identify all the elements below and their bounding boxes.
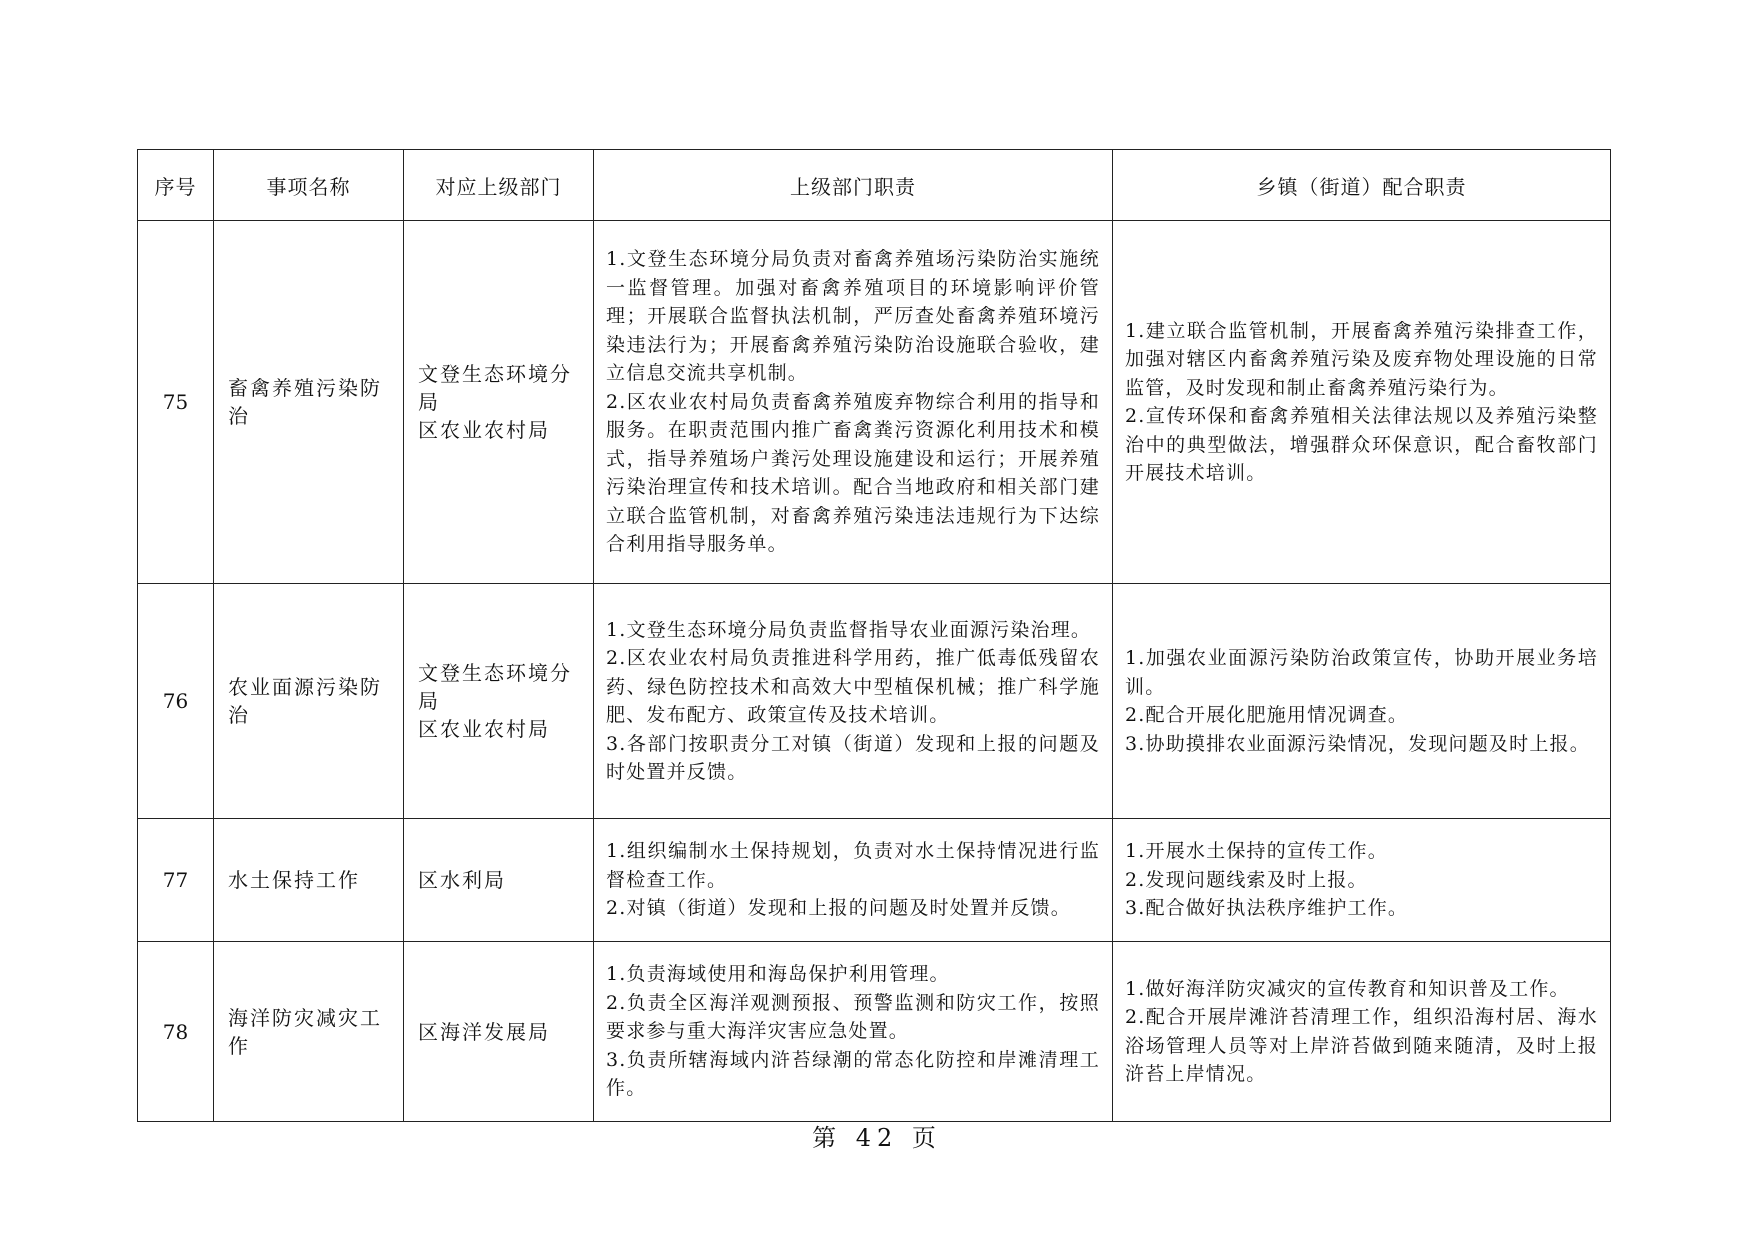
row-number: 75 [138, 221, 214, 584]
superior-duty-cell [594, 942, 1113, 1122]
coop-item: 3.协助摸排农业面源污染情况，发现问题及时上报。 [1125, 732, 1590, 755]
department-cell [404, 942, 594, 1122]
department-name: 文登生态环境分局 [418, 661, 572, 713]
row-number: 78 [138, 942, 214, 1122]
header-coop: 乡镇（街道）配合职责 [1113, 150, 1611, 221]
header-duty: 上级部门职责 [594, 150, 1113, 221]
department-name: 文登生态环境分局 [418, 362, 572, 414]
superior-duty-cell [594, 584, 1113, 819]
table-header-row [138, 150, 1611, 221]
department-cell [404, 584, 594, 819]
header-name: 事项名称 [214, 150, 404, 221]
item-name: 水土保持工作 [214, 819, 404, 942]
coop-item: 2.配合开展化肥施用情况调查。 [1125, 704, 1409, 726]
department-name: 区农业农村局 [418, 717, 550, 741]
item-name: 农业面源污染防治 [214, 584, 404, 819]
coop-item: 2.配合开展岸滩浒苔清理工作，组织沿海村居、海水浴场管理人员等对上岸浒苔做到随来随清，及时上报浒苔上岸情况。 [1125, 1006, 1598, 1085]
page-number: 第 42 页 [812, 1124, 942, 1152]
coop-item: 2.发现问题线索及时上报。 [1125, 868, 1368, 891]
superior-duty-cell [594, 221, 1113, 584]
department-cell [404, 221, 594, 584]
duty-item: 2.对镇（街道）发现和上报的问题及时处置并反馈。 [606, 897, 1071, 920]
department-cell [404, 819, 594, 942]
table-row [138, 819, 1611, 942]
header-no: 序号 [138, 150, 214, 221]
township-coop-cell [1113, 221, 1611, 584]
item-name: 畜禽养殖污染防治 [214, 221, 404, 584]
row-number: 76 [138, 584, 214, 819]
duty-item: 2.负责全区海洋观测预报、预警监测和防灾工作，按照要求参与重大海洋灾害应急处置。 [606, 991, 1100, 1043]
duty-item: 2.区农业农村局负责畜禽养殖废弃物综合利用的指导和服务。在职责范围内推广畜禽粪污资源化利用技术和模式，指导养殖场户粪污处理设施建设和运行；开展养殖污染治理宣传和技术培训。配合当地政府和相关部门建立联合监管机制，对畜禽养殖污染违法违规行为下达综合利用指导服务单。 [606, 390, 1100, 556]
superior-duty-cell [594, 819, 1113, 942]
item-name: 海洋防灾减灾工作 [214, 942, 404, 1122]
coop-item: 1.加强农业面源污染防治政策宣传，协助开展业务培训。 [1125, 647, 1598, 698]
header-dept: 对应上级部门 [404, 150, 594, 221]
duty-table [137, 149, 1611, 1122]
table-row [138, 221, 1611, 584]
township-coop-cell [1113, 584, 1611, 819]
duty-item: 1.文登生态环境分局负责监督指导农业面源污染治理。 [606, 618, 1092, 641]
duty-item: 2.区农业农村局负责推进科学用药，推广低毒低残留农药、绿色防控技术和高效大中型植保机械；推广科学施肥、发布配方、政策宣传及技术培训。 [606, 647, 1100, 726]
coop-item: 1.建立联合监管机制，开展畜禽养殖污染排查工作，加强对辖区内畜禽养殖污染及废弃物处理设施的日常监管，及时发现和制止畜禽养殖污染行为。 [1125, 319, 1598, 399]
township-coop-cell [1113, 819, 1611, 942]
duty-item: 1.文登生态环境分局负责对畜禽养殖场污染防治实施统一监督管理。加强对畜禽养殖项目的环境影响评价管理；开展联合监督执法机制，严厉查处畜禽养殖环境污染违法行为；开展畜禽养殖污染防治设施联合验收，建立信息交流共享机制。 [606, 248, 1100, 385]
duty-item: 1.组织编制水土保持规划，负责对水土保持情况进行监督检查工作。 [606, 840, 1100, 891]
duty-item: 3.各部门按职责分工对镇（街道）发现和上报的问题及时处置并反馈。 [606, 732, 1100, 783]
table-row [138, 942, 1611, 1122]
coop-item: 3.配合做好执法秩序维护工作。 [1125, 897, 1409, 920]
duty-item: 3.负责所辖海域内浒苔绿潮的常态化防控和岸滩清理工作。 [606, 1048, 1100, 1100]
coop-item: 1.做好海洋防灾减灾的宣传教育和知识普及工作。 [1125, 977, 1570, 1000]
table-row [138, 584, 1611, 819]
department-name: 区农业农村局 [418, 418, 550, 442]
department-name: 区海洋发展局 [418, 1019, 550, 1044]
coop-item: 1.开展水土保持的宣传工作。 [1125, 840, 1388, 863]
row-number: 77 [138, 819, 214, 942]
coop-item: 2.宣传环保和畜禽养殖相关法律法规以及养殖污染整治中的典型做法，增强群众环保意识，配合畜牧部门开展技术培训。 [1125, 405, 1598, 484]
township-coop-cell [1113, 942, 1611, 1122]
department-name: 区水利局 [418, 868, 506, 892]
duty-item: 1.负责海域使用和海岛保护利用管理。 [606, 963, 950, 986]
